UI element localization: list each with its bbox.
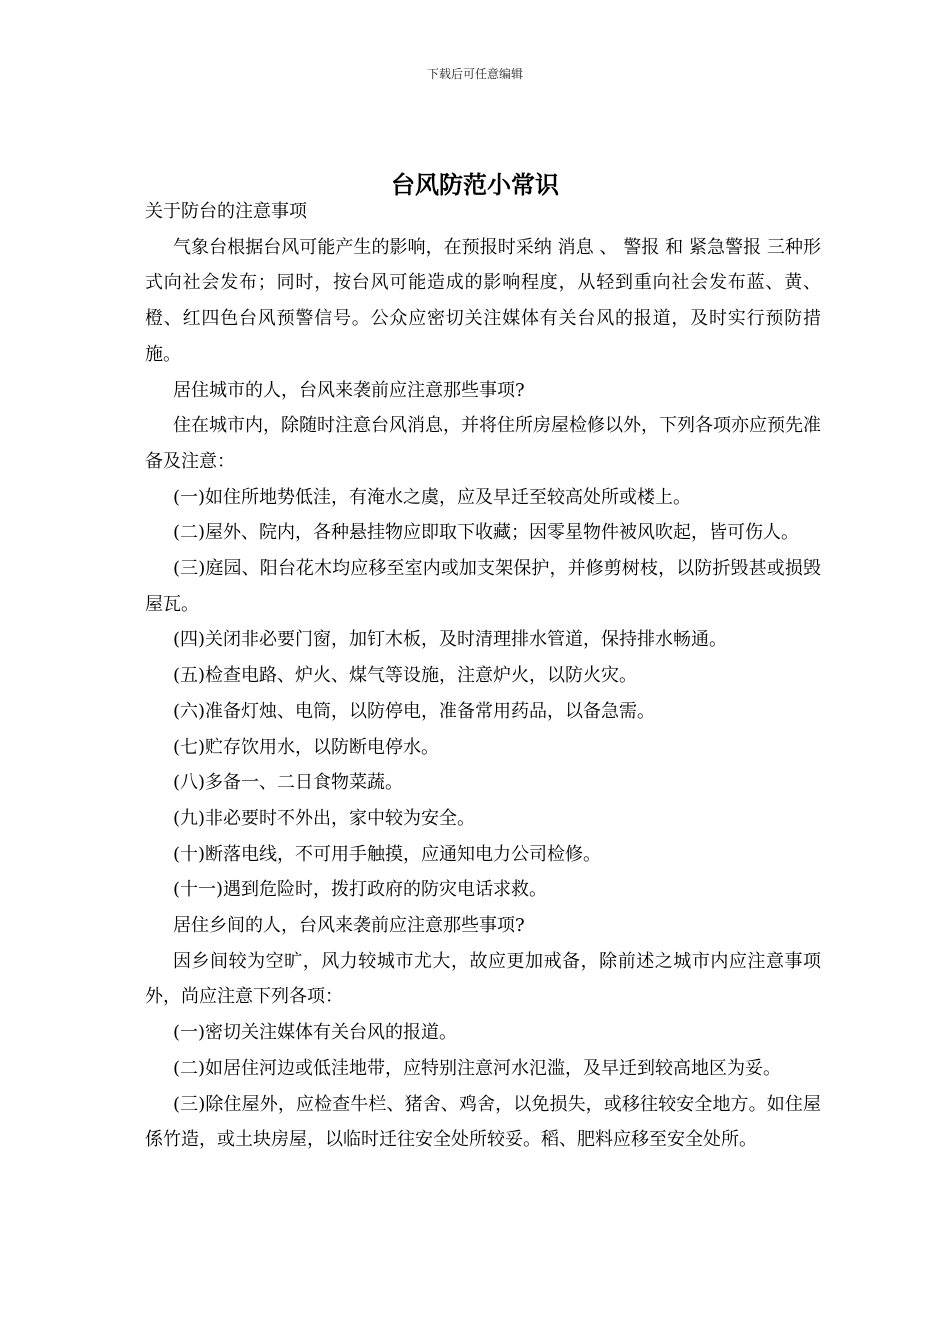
paragraph: 居住城市的人，台风来袭前应注意那些事项? [173, 379, 525, 401]
paragraph: 居住乡间的人，台风来袭前应注意那些事项? [173, 915, 525, 937]
document-title: 台风防范小常识 [391, 170, 559, 200]
document-body [145, 194, 821, 1158]
paragraph: 住在城市内，除随时注意台风消息，并将住所房屋检修以外，下列各项亦应预先准备及注意： [145, 415, 821, 472]
list-item: (三)庭园、阳台花木均应移至室内或加支架保护，并修剪树枝，以防折毁甚或损毁屋瓦。 [145, 558, 821, 615]
list-item: (一)密切关注媒体有关台风的报道。 [173, 1022, 458, 1044]
list-item: (六)准备灯烛、电筒，以防停电，准备常用药品，以备急需。 [173, 700, 656, 722]
header-note: 下载后可任意编辑 [426, 67, 523, 81]
paragraph: 因乡间较为空旷，风力较城市尤大，故应更加戒备，除前述之城市内应注意事项外，尚应注意下列各项： [145, 950, 821, 1008]
list-item: (二)屋外、院内，各种悬挂物应即取下收藏；因零星物件被风吹起，皆可伤人。 [173, 522, 800, 544]
list-item: (四)关闭非必要门窗，加钉木板，及时清理排水管道，保持排水畅通。 [173, 629, 728, 651]
section-heading: 关于防台的注意事项 [145, 201, 307, 222]
list-item: (二)如居住河边或低洼地带，应特别注意河水氾滥，及早迁到较高地区为妥。 [173, 1057, 782, 1079]
list-item: (八)多备一、二日食物菜蔬。 [173, 772, 404, 794]
paragraph: 气象台根据台风可能产生的影响，在预报时采纳 消息 、 警报 和 紧急警报 三种形式向社会发布；同时，按台风可能造成的影响程度，从轻到重向社会发布蓝、黄、橙、红四色台风预警信号。公众应密切关注媒体有关台风的报道，及时实行预防措施。 [145, 236, 821, 365]
list-item: (十)断落电线，不可用手触摸，应通知电力公司检修。 [173, 843, 602, 865]
list-item: (九)非必要时不外出，家中较为安全。 [173, 807, 476, 829]
list-item: (五)检查电路、炉火、煤气等设施，注意炉火，以防火灾。 [173, 665, 638, 687]
list-item: (一)如住所地势低洼，有淹水之虞，应及早迁至较高处所或楼上。 [173, 486, 692, 508]
list-item: (三)除住屋外，应检查牛栏、猪舍、鸡舍，以免损失，或移往较安全地方。如住屋係竹造，或土块房屋，以临时迁往安全处所较妥。稻、肥料应移至安全处所。 [145, 1093, 821, 1151]
list-item: (十一)遇到危险时，拨打政府的防灾电话求救。 [173, 879, 548, 901]
list-item: (七)贮存饮用水，以防断电停水。 [173, 736, 440, 758]
